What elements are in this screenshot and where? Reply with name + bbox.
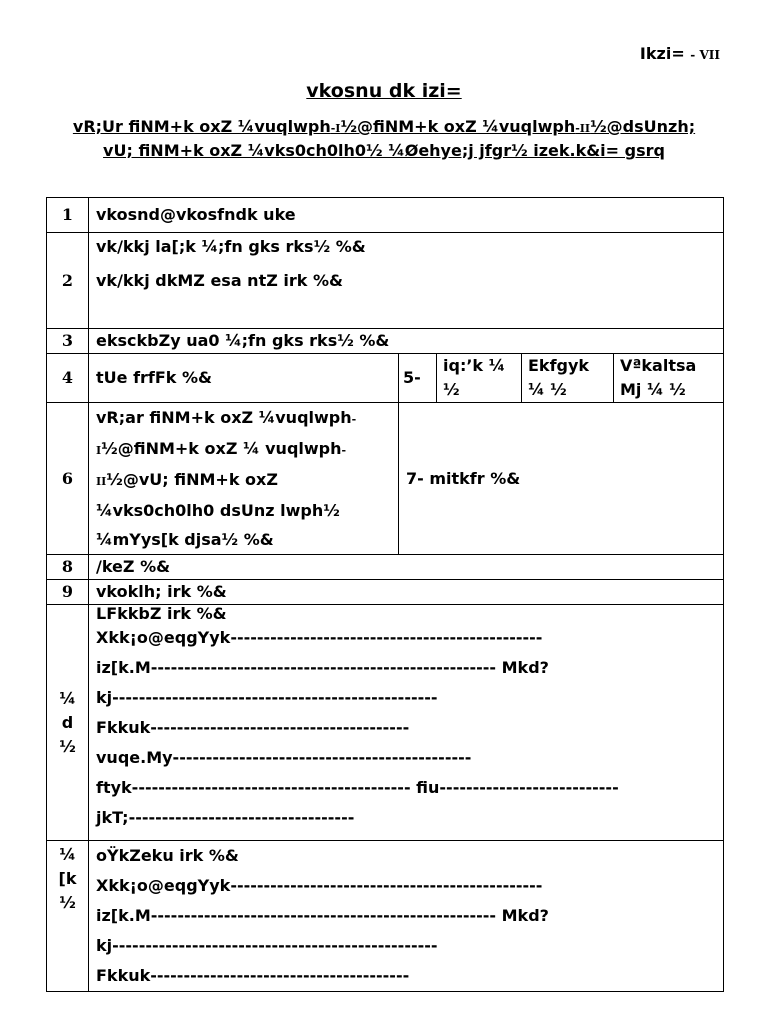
subtitle-text-2: ½@fiNM+k oxZ ¼vuqlwph bbox=[340, 117, 576, 136]
page-suffix: - VII bbox=[690, 48, 720, 62]
aadhaar-address-label: vk/kkj dkMZ esa ntZ irk %& bbox=[96, 271, 343, 290]
kha-open: ¼ bbox=[59, 845, 76, 864]
subtitle-small-1: -I bbox=[330, 122, 341, 135]
ka-letter: d bbox=[61, 712, 74, 732]
male-bracket: ½ bbox=[443, 380, 460, 399]
category-field[interactable] bbox=[89, 403, 399, 555]
transgender-label: Vªkaltsa bbox=[620, 356, 697, 375]
row-number-ka bbox=[47, 605, 89, 841]
gender-female-option[interactable] bbox=[522, 354, 614, 403]
table-row bbox=[47, 233, 724, 329]
post-continued-field[interactable]: kj------------------------------------------------- bbox=[96, 688, 438, 707]
police-station-field[interactable]: Fkkuk--------------------------------------- bbox=[96, 718, 410, 737]
row-number-1: 1 bbox=[47, 198, 89, 233]
subtitle-small-2: -II bbox=[575, 122, 591, 135]
row-number-3: 3 bbox=[47, 329, 89, 354]
row-number-2: 2 bbox=[47, 233, 89, 329]
gender-transgender-option[interactable] bbox=[614, 354, 724, 403]
form-subtitle bbox=[64, 116, 704, 162]
block-post-field[interactable]: iz[k.M---------------------------------------------------- Mkd? bbox=[96, 658, 549, 677]
category-line-1 bbox=[96, 403, 391, 434]
category-line-4: ¼vks0ch0lh0 dsUnz lwph½ bbox=[96, 501, 340, 520]
subtitle-text-1: vR;Ur fiNM+k oxZ ¼vuqlwph bbox=[72, 117, 331, 136]
current-post-continued-field[interactable]: kj------------------------------------------------- bbox=[96, 936, 438, 955]
table-row bbox=[47, 605, 724, 841]
table-row bbox=[47, 841, 724, 992]
category-line-2 bbox=[96, 434, 391, 465]
table-row bbox=[47, 580, 724, 605]
permanent-address-section bbox=[89, 605, 724, 841]
category-text-3b: ½@vU; fiNM+k oxZ bbox=[106, 470, 278, 489]
category-text-2b: ½@fiNM+k oxZ ¼ vuqlwph bbox=[101, 439, 342, 458]
subtitle-text-3: ½@dsUnzh; vU; fiNM+k oxZ ¼vks0ch0lh0½ ¼Øehye;j jfgr½ izek.k&i= gsrq bbox=[103, 117, 696, 160]
table-row bbox=[47, 329, 724, 354]
application-form-table bbox=[46, 197, 724, 992]
subcaste-field[interactable]: 7- mitkfr %& bbox=[399, 403, 724, 555]
category-line-3 bbox=[96, 465, 391, 496]
permanent-address-heading: LFkkbZ irk %& bbox=[96, 604, 227, 623]
category-text-1b: - bbox=[351, 413, 357, 426]
row-number-8: 8 bbox=[47, 555, 89, 580]
page-number bbox=[640, 44, 720, 63]
kha-letter: [k bbox=[58, 869, 77, 888]
subdivision-field[interactable]: vuqe.My--------------------------------------------- bbox=[96, 748, 472, 767]
state-field[interactable]: jkT;---------------------------------- bbox=[96, 808, 355, 827]
row-number-4: 4 bbox=[47, 354, 89, 403]
transgender-bracket: Mj ¼ ½ bbox=[620, 380, 686, 399]
form-title: vkosnu dk izi= bbox=[306, 80, 462, 102]
table-row bbox=[47, 403, 724, 555]
male-label: iq:’k ¼ bbox=[443, 356, 506, 375]
table-row bbox=[47, 354, 724, 403]
current-block-post-field[interactable]: iz[k.M---------------------------------------------------- Mkd? bbox=[96, 906, 549, 925]
category-text-1a: vR;ar fiNM+k oxZ ¼vuqlwph bbox=[96, 408, 352, 427]
current-police-station-field[interactable]: Fkkuk--------------------------------------- bbox=[96, 966, 410, 985]
row-number-9: 9 bbox=[47, 580, 89, 605]
row-number-5: 5- bbox=[399, 354, 437, 403]
applicant-name-field[interactable]: vkosnd@vkosfndk uke bbox=[89, 198, 724, 233]
gender-male-option[interactable] bbox=[437, 354, 522, 403]
ka-close: ½ bbox=[59, 736, 76, 756]
current-address-section bbox=[89, 841, 724, 992]
female-label: Ekfgyk bbox=[528, 356, 590, 375]
row-number-kha bbox=[47, 841, 89, 992]
category-text-2c: - bbox=[341, 444, 347, 457]
ka-open: ¼ bbox=[59, 688, 76, 708]
aadhaar-number-label: vk/kkj la[;k ¼;fn gks rks½ %& bbox=[96, 237, 366, 256]
mobile-field[interactable]: eksckbZy ua0 ¼;fn gks rks½ %& bbox=[89, 329, 724, 354]
current-village-field[interactable]: Xkk¡o@eqgYyk----------------------------------------------- bbox=[96, 876, 543, 895]
dob-field[interactable]: tUe frfFk %& bbox=[89, 354, 399, 403]
residential-address-field[interactable]: vkoklh; irk %& bbox=[89, 580, 724, 605]
table-row bbox=[47, 198, 724, 233]
row-number-6: 6 bbox=[47, 403, 89, 555]
village-field[interactable]: Xkk¡o@eqgYyk----------------------------------------------- bbox=[96, 628, 543, 647]
kha-close: ½ bbox=[59, 893, 76, 912]
female-bracket: ¼ ½ bbox=[528, 380, 567, 399]
category-text-2a: I bbox=[96, 444, 102, 457]
religion-field[interactable]: /keZ %& bbox=[89, 555, 724, 580]
category-line-5: ¼mYys[k djsa½ %& bbox=[96, 530, 274, 549]
category-text-3a: II bbox=[96, 475, 107, 488]
table-row bbox=[47, 555, 724, 580]
aadhaar-field[interactable] bbox=[89, 233, 724, 329]
district-pin-field[interactable]: ftyk------------------------------------------ fiu--------------------------- bbox=[96, 778, 619, 797]
current-address-heading: oŸkZeku irk %& bbox=[96, 846, 239, 865]
page-label: Ikzi= bbox=[639, 44, 685, 63]
